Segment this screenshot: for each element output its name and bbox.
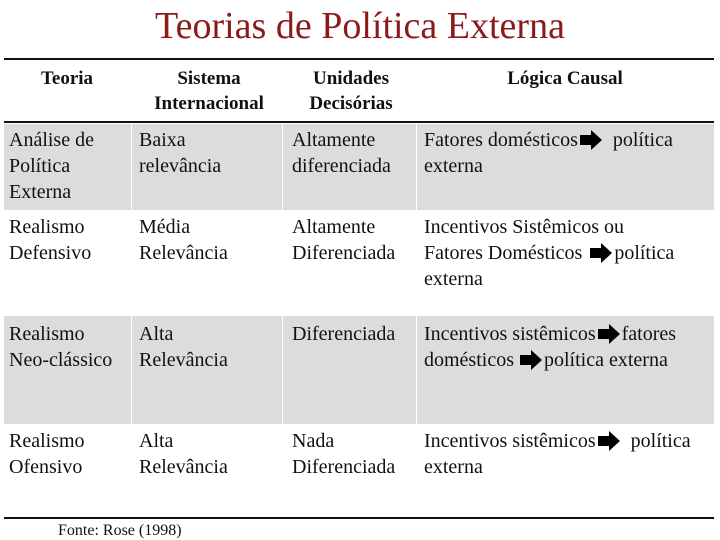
cause-text: Fatores Domésticos [424,242,583,264]
source-caption: Fonte: Rose (1998) [58,522,182,539]
cell-line: Altamente [292,216,376,238]
header-sistema-line2: Internacional [154,93,264,114]
table-row-2-unidades [292,214,395,266]
cell-divider [131,316,132,424]
cell-line: Alta [139,430,174,452]
cell-divider [131,124,132,210]
table-row-4-unidades [292,428,395,480]
cause-text: Incentivos sistêmicos [424,323,596,345]
table-row-1-unidades [292,127,391,179]
bottom-rule [4,517,714,519]
cell-line: Alta [139,323,174,345]
table-row-3-logica [424,321,676,373]
cell-line: Incentivos Sistêmicos ou [424,216,624,238]
table-row-1-sistema [139,127,221,179]
cell-line: Baixa [139,129,186,151]
header-unidades-line1: Unidades [312,68,390,89]
cell-divider [416,316,417,424]
table-row-2-logica [424,214,674,292]
table-row-3-teoria [9,321,112,373]
cell-line [424,428,691,454]
page-title: Teorias de Política Externa [155,5,565,47]
cell-line: Relevância [139,242,228,264]
cell-line: Defensivo [9,242,92,264]
cell-line: Altamente [292,129,376,151]
cell-divider [416,124,417,210]
effect-text: política [612,129,673,151]
top-rule [4,58,714,60]
arrow-right-icon [590,243,612,263]
cell-divider [282,124,283,210]
table-row-1-teoria [9,127,94,205]
table-row-4-sistema [139,428,228,480]
cell-line: Externa [9,181,72,203]
cell-line: relevância [139,155,222,177]
effect-text: política externa [544,349,668,371]
header-rule [4,121,714,123]
header-unidades [286,66,416,116]
cause-text: Incentivos sistêmicos [424,430,596,452]
cell-line: Diferenciada [292,456,396,478]
header-unidades-line2: Decisórias [309,93,393,114]
cell-line: externa [424,456,483,478]
table-row-2-teoria [9,214,91,266]
header-sistema [134,66,284,116]
cell-line: Política [9,155,71,177]
cell-line: Realismo [9,323,85,345]
effect-text: política [630,430,691,452]
effect-text: fatores [621,323,677,345]
table-row-3-sistema [139,321,228,373]
cell-line: Realismo [9,430,85,452]
cell-divider [282,316,283,424]
cell-line [424,127,673,153]
cell-line: Nada [292,430,335,452]
cell-line: externa [424,155,483,177]
cell-line: diferenciada [292,155,391,177]
cell-line: Diferenciada [292,323,396,345]
cell-line: Ofensivo [9,456,83,478]
arrow-right-icon [598,324,620,344]
cell-line: externa [424,268,483,290]
cell-line [424,321,676,347]
arrow-right-icon [520,350,542,370]
cause-text: Fatores domésticos [424,129,578,151]
header-sistema-line1: Sistema [177,68,241,89]
cell-line: Realismo [9,216,85,238]
table-row-3-unidades [292,321,395,347]
cell-line: Diferenciada [292,242,396,264]
effect-text: política [614,242,675,264]
table-row-2-sistema [139,214,228,266]
cell-line: Relevância [139,456,228,478]
table-row-4-teoria [9,428,85,480]
cell-line [424,240,674,266]
arrow-right-icon [580,130,602,150]
header-logica: Lógica Causal [507,68,623,89]
arrow-right-icon [598,431,620,451]
cell-line: Média [139,216,191,238]
cause-text: domésticos [424,349,514,371]
cell-line: Neo-clássico [9,349,113,371]
cell-line: Análise de [9,129,94,151]
cell-line [424,347,676,373]
cell-line: Relevância [139,349,228,371]
header-teoria: Teoria [40,68,94,89]
table-row-4-logica [424,428,691,480]
table-row-1-logica [424,127,673,179]
